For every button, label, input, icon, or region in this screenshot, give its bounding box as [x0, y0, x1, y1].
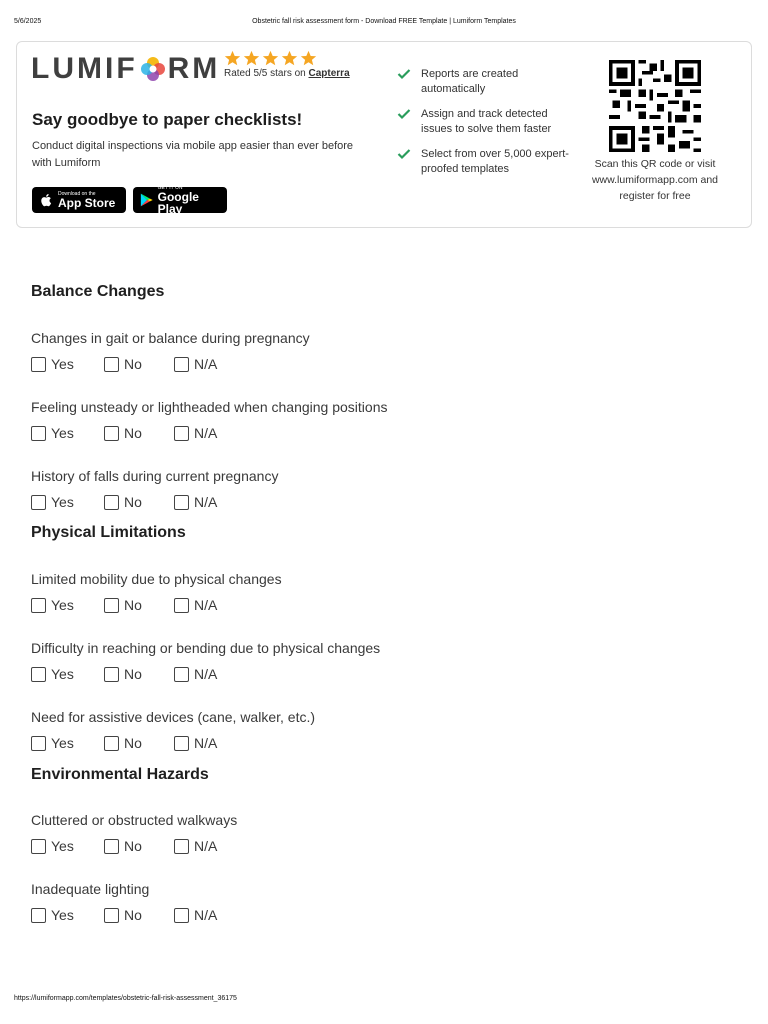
checkbox[interactable]	[31, 357, 46, 372]
lumiform-logo[interactable]	[31, 52, 220, 86]
print-title: Obstetric fall risk assessment form - Download FREE Template | Lumiform Templates	[252, 18, 516, 25]
question-label: Difficulty in reaching or bending due to physical changes	[31, 640, 381, 656]
google-play-icon	[139, 192, 154, 208]
checkbox[interactable]	[104, 736, 119, 751]
option-label: N/A	[194, 425, 218, 441]
option-label: No	[124, 666, 142, 682]
option-na[interactable]	[174, 907, 217, 923]
answer-options	[31, 494, 731, 510]
star-icon	[243, 50, 260, 67]
option-no[interactable]	[104, 356, 174, 372]
checkbox[interactable]	[31, 908, 46, 923]
star-icon	[262, 50, 279, 67]
checkbox[interactable]	[104, 495, 119, 510]
check-icon	[397, 68, 411, 80]
section-title-physical-limitations: Physical Limitations	[31, 524, 186, 541]
feature-text: Select from over 5,000 expert-proofed templates	[421, 148, 569, 175]
section-title-balance-changes: Balance Changes	[31, 283, 165, 300]
option-no[interactable]	[104, 494, 174, 510]
option-yes[interactable]	[31, 494, 104, 510]
option-na[interactable]	[174, 494, 217, 510]
option-label: No	[124, 907, 142, 923]
rating-block	[224, 50, 350, 79]
option-label: No	[124, 494, 142, 510]
checkbox[interactable]	[174, 667, 189, 682]
checkbox[interactable]	[104, 426, 119, 441]
question-label: Cluttered or obstructed walkways	[31, 812, 238, 828]
option-label: N/A	[194, 356, 218, 372]
feature-list	[397, 67, 572, 187]
checkbox[interactable]	[31, 736, 46, 751]
checkbox[interactable]	[104, 839, 119, 854]
option-yes[interactable]	[31, 597, 104, 613]
question-item	[31, 881, 731, 923]
option-yes[interactable]	[31, 425, 104, 441]
question-item	[31, 709, 731, 751]
star-icon	[300, 50, 317, 67]
option-yes[interactable]	[31, 735, 104, 751]
option-yes[interactable]	[31, 666, 104, 682]
feature-item	[397, 107, 572, 136]
option-na[interactable]	[174, 356, 217, 372]
option-no[interactable]	[104, 597, 174, 613]
question-label: History of falls during current pregnancy	[31, 468, 279, 484]
answer-options	[31, 425, 731, 441]
option-label: Yes	[51, 735, 74, 751]
option-no[interactable]	[104, 666, 174, 682]
option-label: Yes	[51, 494, 74, 510]
checkbox[interactable]	[104, 908, 119, 923]
print-header	[14, 18, 754, 30]
lumiform-flower-icon	[140, 56, 166, 82]
promo-banner	[16, 41, 752, 228]
question-item	[31, 399, 731, 441]
checkbox[interactable]	[104, 598, 119, 613]
option-no[interactable]	[104, 735, 174, 751]
banner-subtext: Conduct digital inspections via mobile app easier than ever before with Lumiform	[32, 140, 354, 169]
question-item	[31, 640, 731, 682]
star-icon	[281, 50, 298, 67]
app-store-big-text: App Store	[58, 196, 116, 210]
checkbox[interactable]	[174, 495, 189, 510]
option-label: N/A	[194, 735, 218, 751]
option-label: Yes	[51, 597, 74, 613]
question-label: Inadequate lighting	[31, 881, 150, 897]
checkbox[interactable]	[104, 357, 119, 372]
checkbox[interactable]	[31, 667, 46, 682]
option-label: N/A	[194, 597, 218, 613]
option-yes[interactable]	[31, 838, 104, 854]
option-label: Yes	[51, 666, 74, 682]
answer-options	[31, 597, 731, 613]
logo-text-right: RM	[167, 52, 221, 85]
question-item	[31, 330, 731, 372]
option-na[interactable]	[174, 597, 217, 613]
checkbox[interactable]	[31, 495, 46, 510]
checkbox[interactable]	[174, 357, 189, 372]
app-store-button[interactable]	[32, 187, 126, 213]
banner-headline: Say goodbye to paper checklists!	[32, 110, 303, 129]
checkbox[interactable]	[174, 908, 189, 923]
checkbox[interactable]	[174, 426, 189, 441]
option-label: No	[124, 735, 142, 751]
option-label: No	[124, 425, 142, 441]
option-na[interactable]	[174, 735, 217, 751]
question-label: Need for assistive devices (cane, walker, etc.)	[31, 709, 316, 725]
answer-options	[31, 356, 731, 372]
rating-text	[224, 68, 350, 79]
print-footer-url: https://lumiformapp.com/templates/obstetric-fall-risk-assessment_36175	[14, 995, 237, 1002]
rating-prefix: Rated 5/5 stars on	[224, 68, 309, 79]
apple-icon	[38, 192, 54, 208]
option-label: Yes	[51, 425, 74, 441]
option-label: Yes	[51, 907, 74, 923]
option-no[interactable]	[104, 838, 174, 854]
option-label: No	[124, 597, 142, 613]
option-no[interactable]	[104, 425, 174, 441]
capterra-link[interactable]: Capterra	[308, 68, 350, 79]
answer-options	[31, 838, 731, 854]
star-icon	[224, 50, 241, 67]
option-label: N/A	[194, 494, 218, 510]
checkbox[interactable]	[174, 598, 189, 613]
question-label: Limited mobility due to physical changes	[31, 571, 282, 587]
option-yes[interactable]	[31, 907, 104, 923]
checkbox[interactable]	[174, 839, 189, 854]
answer-options	[31, 735, 731, 751]
google-play-small-text: GET IT ON	[157, 185, 183, 191]
question-item	[31, 812, 731, 854]
rating-stars	[224, 50, 350, 67]
section-title-environmental-hazards: Environmental Hazards	[31, 766, 209, 783]
option-label: Yes	[51, 838, 74, 854]
checkbox[interactable]	[104, 667, 119, 682]
checkbox[interactable]	[31, 839, 46, 854]
feature-text: Assign and track detected issues to solve them faster	[421, 108, 552, 135]
checkbox[interactable]	[174, 736, 189, 751]
question-item	[31, 468, 731, 510]
check-icon	[397, 148, 411, 160]
option-na[interactable]	[174, 838, 217, 854]
option-na[interactable]	[174, 666, 217, 682]
check-icon	[397, 108, 411, 120]
option-yes[interactable]	[31, 356, 104, 372]
option-no[interactable]	[104, 907, 174, 923]
question-label: Feeling unsteady or lightheaded when changing positions	[31, 399, 388, 415]
option-label: Yes	[51, 356, 74, 372]
logo-text-left: LUMIF	[31, 52, 138, 85]
feature-item	[397, 147, 572, 176]
google-play-big-text: Google Play	[157, 190, 199, 216]
app-store-small-text: Download on the	[58, 191, 96, 197]
google-play-button[interactable]	[133, 185, 227, 216]
feature-item	[397, 67, 572, 96]
option-label: No	[124, 356, 142, 372]
option-na[interactable]	[174, 425, 217, 441]
question-label: Changes in gait or balance during pregnancy	[31, 330, 310, 346]
feature-text: Reports are created automatically	[421, 68, 519, 95]
print-date: 5/6/2025	[14, 18, 42, 25]
option-label: N/A	[194, 838, 218, 854]
option-label: N/A	[194, 907, 218, 923]
qr-caption: Scan this QR code or visit www.lumiformapp.com and register for free	[591, 158, 719, 202]
answer-options	[31, 907, 731, 923]
option-label: No	[124, 838, 142, 854]
checkbox[interactable]	[31, 426, 46, 441]
option-label: N/A	[194, 666, 218, 682]
question-item	[31, 571, 731, 613]
checkbox[interactable]	[31, 598, 46, 613]
answer-options	[31, 666, 731, 682]
qr-code[interactable]	[606, 60, 704, 152]
